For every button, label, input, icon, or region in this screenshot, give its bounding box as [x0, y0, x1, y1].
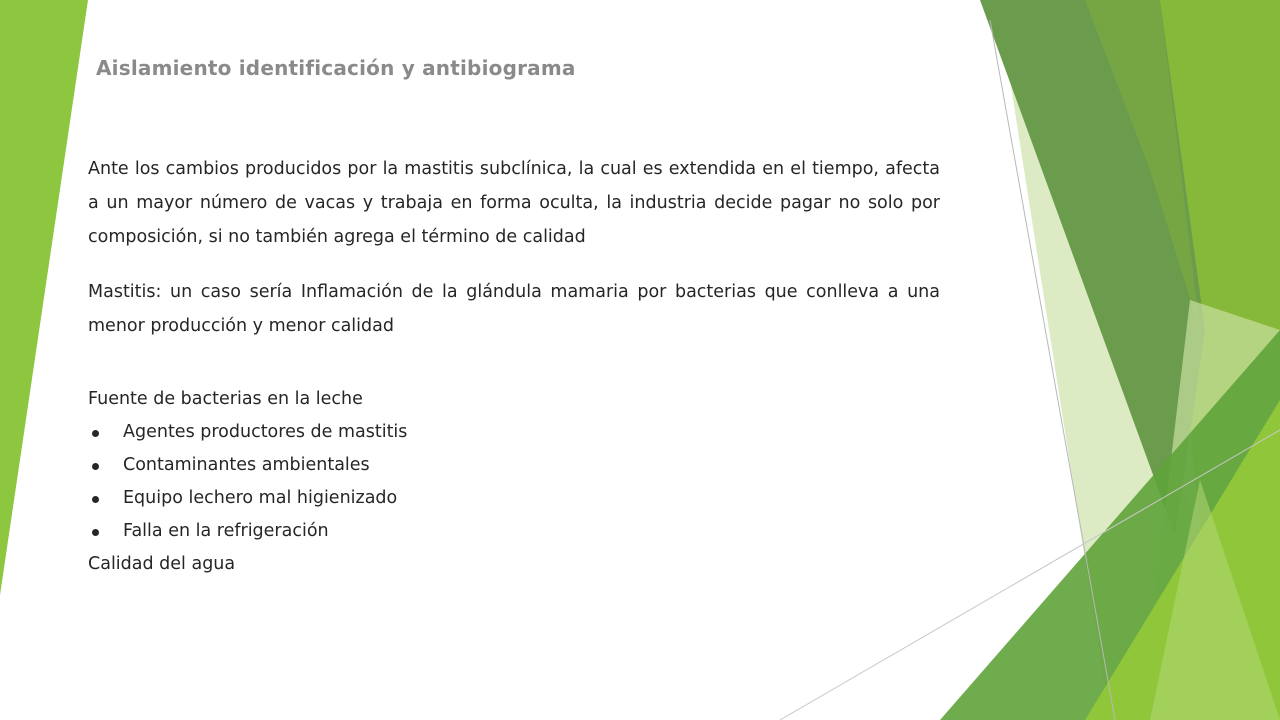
- paragraph-mastitis-definition: Mastitis: un caso sería Inflamación de la glándula mamaria por bacterias que conlleva a una menor producción y menor calidad: [88, 282, 940, 336]
- bullet-icon: [92, 463, 99, 470]
- bullet-icon: [92, 430, 99, 437]
- list-item-text: Equipo lechero mal higienizado: [123, 488, 398, 508]
- list-item-text: Contaminantes ambientales: [123, 455, 370, 475]
- list-item: [88, 515, 940, 548]
- slide-body: [88, 152, 940, 581]
- paragraph-subclinical-mastitis: Ante los cambios producidos por la mastitis subclínica, la cual es extendida en el tiempo, afecta a un mayor número de vacas y trabaja en forma oculta, la industria decide pagar no solo por composición, si no también agrega el término de calidad: [88, 159, 940, 247]
- bullet-icon: [92, 529, 99, 536]
- list-item-text: Agentes productores de mastitis: [123, 422, 408, 442]
- list-item-text: Falla en la refrigeración: [123, 521, 329, 541]
- list-heading: Fuente de bacterias en la leche: [88, 389, 363, 409]
- slide-title: Aislamiento identificación y antibiograma: [96, 56, 576, 80]
- closing-line: Calidad del agua: [88, 554, 236, 574]
- list-item: [88, 449, 940, 482]
- bacteria-sources-list: [88, 416, 940, 548]
- list-item: [88, 416, 940, 449]
- left-green-sliver: [0, 0, 88, 595]
- list-item: [88, 482, 940, 515]
- bullet-icon: [92, 496, 99, 503]
